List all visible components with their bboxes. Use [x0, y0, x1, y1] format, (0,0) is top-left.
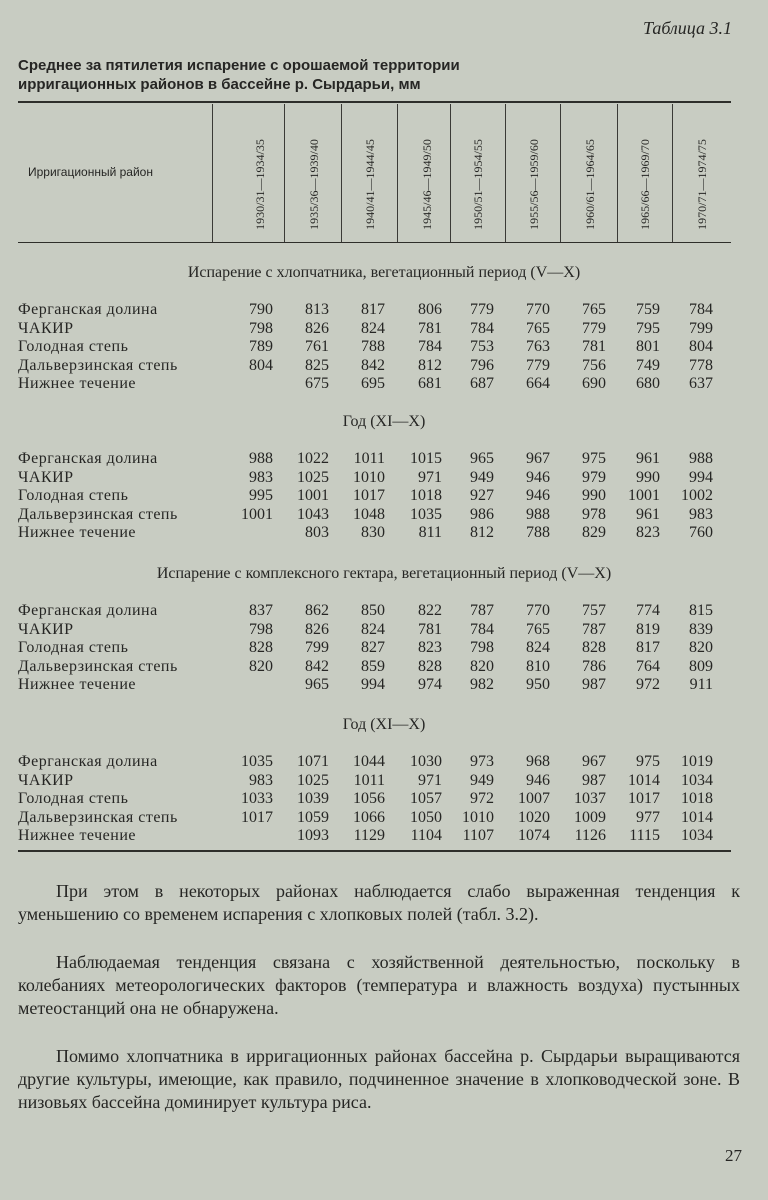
district-name: Голодная степь	[18, 639, 129, 656]
table-cell: 770	[526, 301, 550, 318]
period-header-label: 1930/31—1934/35	[252, 138, 267, 230]
table-cell: 799	[689, 319, 713, 337]
section-title: Год (XI—X)	[342, 413, 426, 430]
district-name: Нижнее течение	[18, 524, 137, 541]
table-cell: 1044	[353, 753, 385, 770]
district-name: Дальверзинская степь	[18, 808, 178, 826]
table-cell: 798	[249, 319, 273, 337]
table-cell: 1048	[353, 505, 385, 523]
table-cell: 781	[418, 319, 442, 337]
table-cell: 809	[689, 657, 713, 675]
table-cell: 1002	[681, 487, 713, 504]
table-cell: 827	[361, 639, 385, 656]
table-cell: 983	[249, 771, 273, 789]
table-cell: 823	[418, 639, 442, 656]
section-title: Испарение с хлопчатника, вегетационный период (V—X)	[187, 264, 581, 281]
table-cell: 1034	[681, 771, 713, 789]
table-cell: 790	[249, 301, 273, 318]
district-name: ЧАКИР	[18, 620, 74, 638]
table-cell: 637	[689, 375, 713, 392]
table-cell: 990	[636, 468, 660, 486]
period-header-label: 1950/51—1954/55	[470, 138, 485, 230]
table-cell: 664	[526, 375, 550, 392]
section-title: Год (XI—X)	[342, 716, 426, 733]
table-cell: 1059	[297, 808, 329, 826]
table-cell: 796	[470, 356, 494, 374]
table-row	[0, 506, 768, 524]
period-header	[526, 128, 542, 240]
period-header-label: 1940/41—1944/45	[362, 138, 377, 230]
table-cell: 961	[636, 450, 660, 467]
table-cell: 812	[418, 356, 442, 374]
table-cell: 1014	[681, 808, 713, 826]
paragraph-2: Наблюдаемая тенденция связана с хозяйственной деятельностью, поскольку в колебаниях метеорологических факторов (температура и влажность воздуха) пустынных метеостанций она не обнаружена.	[18, 952, 740, 1018]
period-header	[362, 128, 378, 240]
district-name: Голодная степь	[18, 487, 129, 504]
table-cell: 806	[418, 301, 442, 318]
table-row	[0, 753, 768, 771]
table-cell: 820	[689, 639, 713, 656]
table-row	[0, 772, 768, 790]
table-cell: 1071	[297, 753, 329, 770]
table-row	[0, 357, 768, 375]
period-header-label: 1935/36—1939/40	[306, 138, 321, 230]
table-cell: 787	[582, 620, 606, 638]
table-cell: 1001	[241, 505, 273, 523]
header-column-divider	[284, 104, 285, 242]
page-number: 27	[725, 1146, 742, 1165]
table-cell: 975	[582, 450, 606, 467]
table-cell: 1035	[241, 753, 273, 770]
table-cell: 979	[582, 468, 606, 486]
district-name: Нижнее течение	[18, 676, 137, 693]
table-cell: 1107	[462, 827, 494, 844]
table-cell: 826	[305, 620, 329, 638]
table-row	[0, 790, 768, 808]
header-bottom-rule	[18, 242, 731, 243]
table-cell: 825	[305, 356, 329, 374]
period-header	[470, 128, 486, 240]
period-header-label: 1970/71—1974/75	[694, 138, 709, 230]
table-cell: 824	[361, 620, 385, 638]
table-cell: 765	[526, 620, 550, 638]
header-column-divider	[505, 104, 506, 242]
table-row	[0, 658, 768, 676]
table-cell: 1020	[518, 808, 550, 826]
district-name: Ферганская долина	[18, 753, 158, 770]
table-cell: 842	[305, 657, 329, 675]
table-cell: 859	[361, 657, 385, 675]
table-cell: 1056	[353, 790, 385, 807]
table-row	[0, 450, 768, 468]
section-title: Испарение с комплексного гектара, вегетационный период (V—X)	[156, 565, 612, 582]
table-cell: 779	[526, 356, 550, 374]
table-cell: 1074	[518, 827, 550, 844]
table-row	[0, 320, 768, 338]
table-cell: 911	[689, 676, 713, 693]
table-cell: 842	[361, 356, 385, 374]
table-top-rule	[18, 101, 731, 103]
table-cell: 994	[689, 468, 713, 486]
table-cell: 1017	[241, 808, 273, 826]
table-row	[0, 676, 768, 694]
table-cell: 1017	[628, 790, 660, 807]
period-header	[306, 128, 322, 240]
table-cell: 977	[636, 808, 660, 826]
period-header-label: 1965/66—1969/70	[637, 138, 652, 230]
table-cell: 784	[470, 620, 494, 638]
district-name: ЧАКИР	[18, 468, 74, 486]
table-row	[0, 375, 768, 393]
table-cell: 1025	[297, 771, 329, 789]
table-cell: 749	[636, 356, 660, 374]
table-cell: 1001	[628, 487, 660, 504]
header-column-divider	[560, 104, 561, 242]
header-district-label: Ирригационный район	[28, 165, 153, 179]
table-cell: 1066	[353, 808, 385, 826]
table-cell: 983	[249, 468, 273, 486]
table-cell: 824	[526, 639, 550, 656]
table-cell: 988	[526, 505, 550, 523]
header-column-divider	[672, 104, 673, 242]
table-cell: 761	[305, 338, 329, 355]
caption-line-2: ирригационных районов в бассейне р. Сырдарьи, мм	[18, 76, 421, 93]
period-header	[694, 128, 710, 240]
table-cell: 982	[470, 676, 494, 693]
table-cell: 765	[526, 319, 550, 337]
table-cell: 1025	[297, 468, 329, 486]
table-cell: 815	[689, 602, 713, 619]
table-cell: 826	[305, 319, 329, 337]
table-cell: 994	[361, 676, 385, 693]
table-cell: 828	[249, 639, 273, 656]
table-cell: 995	[249, 487, 273, 504]
table-cell: 788	[526, 524, 550, 541]
table-cell: 763	[526, 338, 550, 355]
period-header-label: 1960/61—1964/65	[582, 138, 597, 230]
period-header	[637, 128, 653, 240]
table-cell: 1057	[410, 790, 442, 807]
header-column-divider	[341, 104, 342, 242]
table-cell: 975	[636, 753, 660, 770]
table-cell: 820	[249, 657, 273, 675]
table-cell: 690	[582, 375, 606, 392]
table-cell: 695	[361, 375, 385, 392]
table-cell: 824	[361, 319, 385, 337]
table-cell: 781	[418, 620, 442, 638]
period-header	[252, 128, 268, 240]
table-cell: 798	[470, 639, 494, 656]
table-cell: 987	[582, 676, 606, 693]
district-name: Дальверзинская степь	[18, 505, 178, 523]
table-cell: 1014	[628, 771, 660, 789]
table-cell: 784	[418, 338, 442, 355]
table-cell: 813	[305, 301, 329, 318]
table-cell: 1018	[410, 487, 442, 504]
table-cell: 811	[418, 524, 442, 541]
table-cell: 1017	[353, 487, 385, 504]
table-caption	[18, 56, 718, 94]
period-header	[419, 128, 435, 240]
period-header	[582, 128, 598, 240]
table-cell: 770	[526, 602, 550, 619]
table-cell: 1093	[297, 827, 329, 844]
table-cell: 675	[305, 375, 329, 392]
table-cell: 1050	[410, 808, 442, 826]
table-cell: 795	[636, 319, 660, 337]
district-name: Дальверзинская степь	[18, 657, 178, 675]
table-cell: 823	[636, 524, 660, 541]
header-column-divider	[450, 104, 451, 242]
header-column-divider	[397, 104, 398, 242]
district-name: Ферганская долина	[18, 450, 158, 467]
district-name: Голодная степь	[18, 338, 129, 355]
table-cell: 990	[582, 487, 606, 504]
table-cell: 1019	[681, 753, 713, 770]
table-cell: 784	[689, 301, 713, 318]
table-cell: 1030	[410, 753, 442, 770]
table-cell: 799	[305, 639, 329, 656]
table-cell: 837	[249, 602, 273, 619]
table-cell: 974	[418, 676, 442, 693]
period-header-label: 1945/46—1949/50	[419, 138, 434, 230]
table-cell: 986	[470, 505, 494, 523]
table-cell: 988	[249, 450, 273, 467]
table-cell: 983	[689, 505, 713, 523]
table-cell: 850	[361, 602, 385, 619]
table-row	[0, 469, 768, 487]
table-cell: 961	[636, 505, 660, 523]
table-row	[0, 621, 768, 639]
district-name: ЧАКИР	[18, 319, 74, 337]
table-cell: 1018	[681, 790, 713, 807]
caption-line-1: Среднее за пятилетия испарение с орошаемой территории	[18, 57, 460, 74]
table-cell: 820	[470, 657, 494, 675]
table-bottom-rule	[18, 850, 731, 852]
table-cell: 1104	[410, 827, 442, 844]
table-cell: 828	[582, 639, 606, 656]
table-cell: 819	[636, 620, 660, 638]
table-cell: 804	[689, 338, 713, 355]
table-cell: 810	[526, 657, 550, 675]
table-cell: 774	[636, 602, 660, 619]
table-row	[0, 602, 768, 620]
table-cell: 862	[305, 602, 329, 619]
table-cell: 687	[470, 375, 494, 392]
table-cell: 978	[582, 505, 606, 523]
table-cell: 988	[689, 450, 713, 467]
district-name: Голодная степь	[18, 790, 129, 807]
table-cell: 967	[582, 753, 606, 770]
table-cell: 760	[689, 524, 713, 541]
table-cell: 817	[361, 301, 385, 318]
table-cell: 950	[526, 676, 550, 693]
table-cell: 681	[418, 375, 442, 392]
table-cell: 1037	[574, 790, 606, 807]
table-cell: 801	[636, 338, 660, 355]
table-cell: 781	[582, 338, 606, 355]
table-cell: 786	[582, 657, 606, 675]
table-cell: 949	[470, 468, 494, 486]
header-column-divider	[617, 104, 618, 242]
table-cell: 788	[361, 338, 385, 355]
table-cell: 965	[305, 676, 329, 693]
district-name: Нижнее течение	[18, 375, 137, 392]
district-name: ЧАКИР	[18, 771, 74, 789]
table-row	[0, 487, 768, 505]
district-name: Нижнее течение	[18, 827, 137, 844]
table-cell: 973	[470, 753, 494, 770]
table-cell: 789	[249, 338, 273, 355]
table-cell: 1126	[574, 827, 606, 844]
table-cell: 817	[636, 639, 660, 656]
table-cell: 946	[526, 487, 550, 504]
table-cell: 756	[582, 356, 606, 374]
table-cell: 828	[418, 657, 442, 675]
table-cell: 967	[526, 450, 550, 467]
table-row	[0, 639, 768, 657]
table-cell: 778	[689, 356, 713, 374]
table-cell: 946	[526, 771, 550, 789]
district-name: Дальверзинская степь	[18, 356, 178, 374]
table-cell: 1035	[410, 505, 442, 523]
table-cell: 812	[470, 524, 494, 541]
table-cell: 680	[636, 375, 660, 392]
table-cell: 1011	[353, 771, 385, 789]
table-cell: 839	[689, 620, 713, 638]
table-cell: 798	[249, 620, 273, 638]
table-cell: 1033	[241, 790, 273, 807]
district-name: Ферганская долина	[18, 301, 158, 318]
table-cell: 1034	[681, 827, 713, 844]
table-cell: 822	[418, 602, 442, 619]
table-cell: 1022	[297, 450, 329, 467]
table-cell: 1115	[629, 827, 660, 844]
table-cell: 784	[470, 319, 494, 337]
table-cell: 1007	[518, 790, 550, 807]
paragraph-1: При этом в некоторых районах наблюдается слабо выраженная тенденция к уменьшению со временем испарения с хлопковых полей (табл. 3.2).	[18, 881, 740, 924]
period-header-label: 1955/56—1959/60	[526, 138, 541, 230]
table-cell: 804	[249, 356, 273, 374]
table-cell: 764	[636, 657, 660, 675]
table-cell: 779	[582, 319, 606, 337]
table-cell: 787	[470, 602, 494, 619]
table-row	[0, 809, 768, 827]
table-cell: 972	[636, 676, 660, 693]
table-cell: 829	[582, 524, 606, 541]
table-cell: 1043	[297, 505, 329, 523]
table-cell: 1039	[297, 790, 329, 807]
table-cell: 753	[470, 338, 494, 355]
table-cell: 765	[582, 301, 606, 318]
table-cell: 779	[470, 301, 494, 318]
table-row	[0, 338, 768, 356]
table-cell: 1129	[353, 827, 385, 844]
table-cell: 971	[418, 468, 442, 486]
table-row	[0, 827, 768, 845]
header-column-divider	[212, 104, 213, 242]
table-cell: 1011	[353, 450, 385, 467]
table-cell: 1010	[353, 468, 385, 486]
table-cell: 965	[470, 450, 494, 467]
table-row	[0, 524, 768, 542]
table-cell: 1010	[462, 808, 494, 826]
table-cell: 987	[582, 771, 606, 789]
district-name: Ферганская долина	[18, 602, 158, 619]
table-cell: 972	[470, 790, 494, 807]
table-cell: 759	[636, 301, 660, 318]
table-label: Таблица 3.1	[642, 18, 732, 38]
table-cell: 927	[470, 487, 494, 504]
table-cell: 830	[361, 524, 385, 541]
table-row	[0, 301, 768, 319]
table-cell: 1015	[410, 450, 442, 467]
table-cell: 971	[418, 771, 442, 789]
table-cell: 946	[526, 468, 550, 486]
table-cell: 1009	[574, 808, 606, 826]
table-cell: 803	[305, 524, 329, 541]
table-cell: 949	[470, 771, 494, 789]
table-cell: 757	[582, 602, 606, 619]
paragraph-3: Помимо хлопчатника в ирригационных районах бассейна р. Сырдарьи выращиваются другие культуры, имеющие, как правило, подчиненное значение в хлопководческой зоне. В низовьях бассейна доминирует культура риса.	[18, 1046, 740, 1112]
table-cell: 968	[526, 753, 550, 770]
table-cell: 1001	[297, 487, 329, 504]
